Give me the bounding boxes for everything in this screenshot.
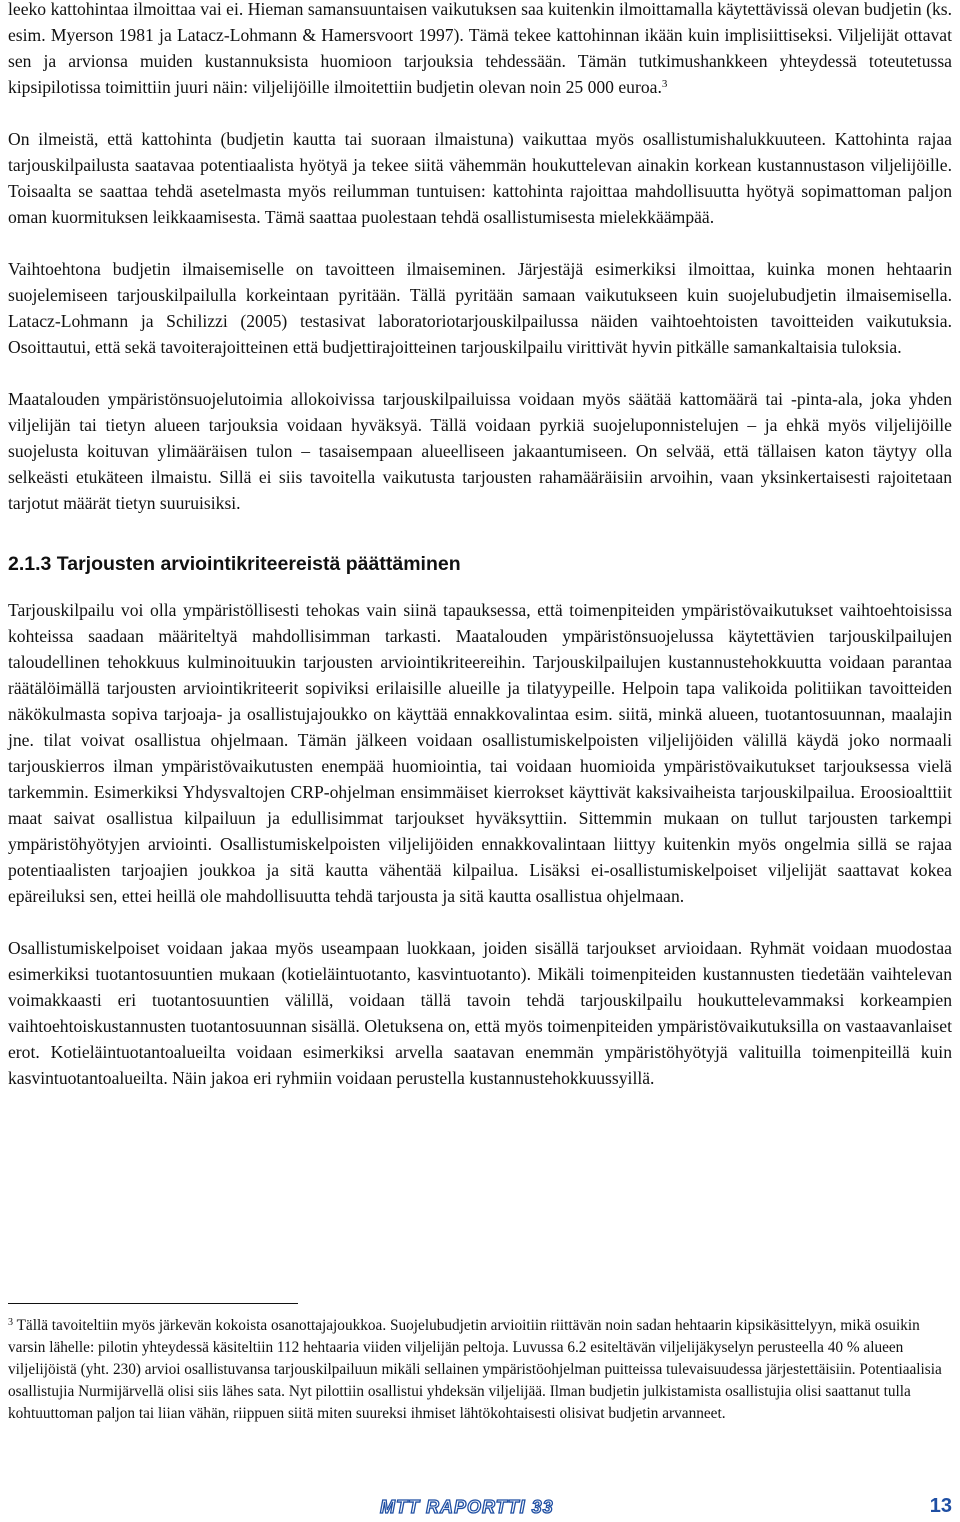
body-paragraph-tavoite: Vaihtoehtona budjetin ilmaisemiselle on tavoitteen ilmaiseminen. Järjestäjä esimerkiksi ilmoittaa, kuinka monen hehtaarin suojelemiseen tarjouskilpailulla korkeintaan pyritään. Tällä pyritään samaan vaikutukseen kuin suojelubudjetin ilmaisemisella. Latacz-Lohmann ja Schilizzi (2005) testasivat laboratoriotarjouskilpailussa näiden vaihtoehtoisten tavoitteiden vaikutuksia. Osoittautui, että sekä tavoiterajoitteinen että budjettirajoitteinen tarjouskilpailu virittivät hyvin pitkälle samankaltaisia tuloksia.: [8, 259, 952, 357]
footnote-reference[interactable]: 3: [661, 78, 668, 90]
paragraph-text: leeko kattohintaa ilmoittaa vai ei. Hieman samansuuntaisen vaikutuksen saa kuitenkin ilmoittamalla käytettävissä olevan budjetin (ks. esim. Myerson 1981 ja Latacz-Lohmann & Hamersvoort 1997). Tämä tekee kattohinnan ikään kuin implisiittiseksi. Viljelijät ottavat sen ja arvionsa muiden kustannuksista huomioon tarjouksia tehdessään. Tämän tutkimushankkeen yhteydessä toteutetussa kipsipilotissa toimittiin juuri näin: viljelijöille ilmoitettiin budjetin olevan noin 25 000 euroa.: [8, 0, 952, 97]
footnote-number: 3: [8, 1317, 13, 1328]
footnote-text: Tällä tavoiteltiin myös järkevän kokoista osanottajajoukkoa. Suojelubudjetin arvioitiin riittävän noin sadan hehtaarin kipsikäsittelyyn, mikä osuikin varsin lähelle: pilotin yhteydessä käsiteltiin 112 hehtaaria viiden viljelijän peltoja. Luvussa 6.2 esiteltävän viljelijäkyselyn perusteella 40 % alueen viljelijöistä (yht. 230) arvioi osallistuvansa tarjouskilpailuun mikäli sellainen ympäristöohjelman puitteissa tulevaisuudessa järjestettäisiin. Potentiaalisia osallistujia Nurmijärvellä olisi siis lähes sata. Nyt pilottiin osallistui yhdeksän viljelijää. Ilman budjetin julkistamista osallistujia olisi saattanut tulla kohtuuttoman paljon tai liian vähän, riippuen siitä miten suureksi ihmiset lähtökohtaisesti olisivat budjetin arvanneet.: [8, 1317, 942, 1422]
page-number: 13: [929, 1495, 952, 1517]
body-paragraph-luokat: Osallistumiskelpoiset voidaan jakaa myös useampaan luokkaan, joiden sisällä tarjoukset arvioidaan. Ryhmät voidaan muodostaa esimerkiksi tuotantosuuntien mukaan (kotieläintuotanto, kasvintuotanto). Mikäli toimenpiteiden kustannusten tiedetään vaihtelevan voimakkaasti eri tuotantosuuntien välillä, voidaan tällä tavoin tehdä tarjouskilpailu houkuttelevammaksi korkeampien vaihtoehtoiskustannusten tuotantosuunnan sisällä. Oletuksena on, että myös toimenpiteiden ympäristövaikutuksilla on vastaavanlaiset erot. Kotieläintuotantoalueilta voidaan esimerkiksi arvella saatavan enemmän ympäristöhyötyjä valituilla toimenpiteillä kuin kasvintuotantoalueilta. Näin jakoa eri ryhmiin voidaan perustella kustannustehokkuussyillä.: [8, 938, 952, 1088]
body-paragraph-kattomaara: Maatalouden ympäristönsuojelutoimia allokoivissa tarjouskilpailuissa voidaan myös säätää kattomäärä tai -pinta-ala, joka yhden viljelijän tai tietyn alueen tarjouksia voidaan hyväksyä. Tällä voidaan pyrkiä suojeluponnistelujen – ja ehkä myös viljelijöille suojelusta koituvan ylimääräisen tulon – tasaisempaan alueelliseen jakaantumiseen. On selvää, että tällaisen katon täytyy olla selkeästi etukäteen ilmaistu. Sillä ei siis tavoitella vaikutusta tarjousten rahamääräisiin arvoihin, vaan yksinkertaisesti rajoitetaan tarjotut määrät tietyn suuruisiksi.: [8, 389, 952, 513]
footnote-divider: [8, 1303, 298, 1304]
publication-name: MTT RAPORTTI 33: [380, 1497, 554, 1517]
footnote: [8, 1315, 952, 1425]
section-heading: 2.1.3 Tarjousten arviointikriteereistä päättäminen: [8, 553, 461, 575]
body-paragraph-kattohinta: On ilmeistä, että kattohinta (budjetin kautta tai suoraan ilmaistuna) vaikuttaa myös osallistumishalukkuuteen. Kattohinta rajaa tarjouskilpailusta saatavaa potentiaalista hyötyä ja tekee siitä vähemmän houkuttelevan ainakin korkean kustannustason viljelijöille. Toisaalta se saattaa tehdä asetelmasta myös reilumman tuntuisen: kattohinta rajoittaa mahdollisuutta hyötyä sopimattoman paljon oman kuormituksen leikkaamisesta. Tämä saattaa puolestaan tehdä osallistumisesta mielekkäämpää.: [8, 129, 952, 227]
document-page: [8, 0, 952, 1091]
body-paragraph-arviointikriteerit: Tarjouskilpailu voi olla ympäristöllisesti tehokas vain siinä tapauksessa, että toimenpiteiden ympäristövaikutukset vaihtoehtoisissa kohteissa saadaan määriteltyä mahdollisimman tarkasti. Maatalouden ympäristönsuojelussa käytettävien tarjouskilpailujen taloudellinen tehokkuus kulminoituukin tarjousten arviointikriteereihin. Tarjouskilpailujen kustannustehokkuutta voidaan parantaa räätälöimällä tarjousten arviointikriteerit sopiviksi erilaisille alueille ja tilatyypeille. Helpoin tapa valikoida politiikan tavoitteiden näkökulmasta sopiva tarjoaja- ja osallistujajoukko on käyttää ennakkovalintaa esim. siitä, minkä alueen, tuotantosuunnan, maalajin jne. tilat voivat osallistua ohjelmaan. Tämän jälkeen voidaan osallistumiskelpoisten viljelijöiden välillä käydä joko normaali tarjouskierros ilman ympäristövaikutusten enempää huomiointia, tai voidaan huomioida ympäristövaikutukset tarjouksessa vielä tarkemmin. Esimerkiksi Yhdysvaltojen CRP-ohjelman ensimmäiset kierrokset käyttivät kaksivaiheista tarjouskilpailua. Eroosioalttiit maat saivat osallistua kilpailuun ja edullisimmat tarjoukset hyväksyttiin. Sittemmin mukaan on tullut tarjousten tarkempi ympäristöhyötyjen arviointi. Osallistumiskelpoisten viljelijöiden ennakkovalintaan liittyy kuitenkin myös ongelmia sillä se rajaa potentiaalisten tarjoajien joukkoa ja sitä kautta vähentää kilpailua. Lisäksi ei-osallistumiskelpoiset viljelijät saattavat kokea epäreiluksi sen, ettei heillä ole mahdollisuutta tehdä tarjousta ja sitä kautta osallistua ohjelmaan.: [8, 600, 952, 906]
body-paragraph-budget: [8, 0, 952, 100]
